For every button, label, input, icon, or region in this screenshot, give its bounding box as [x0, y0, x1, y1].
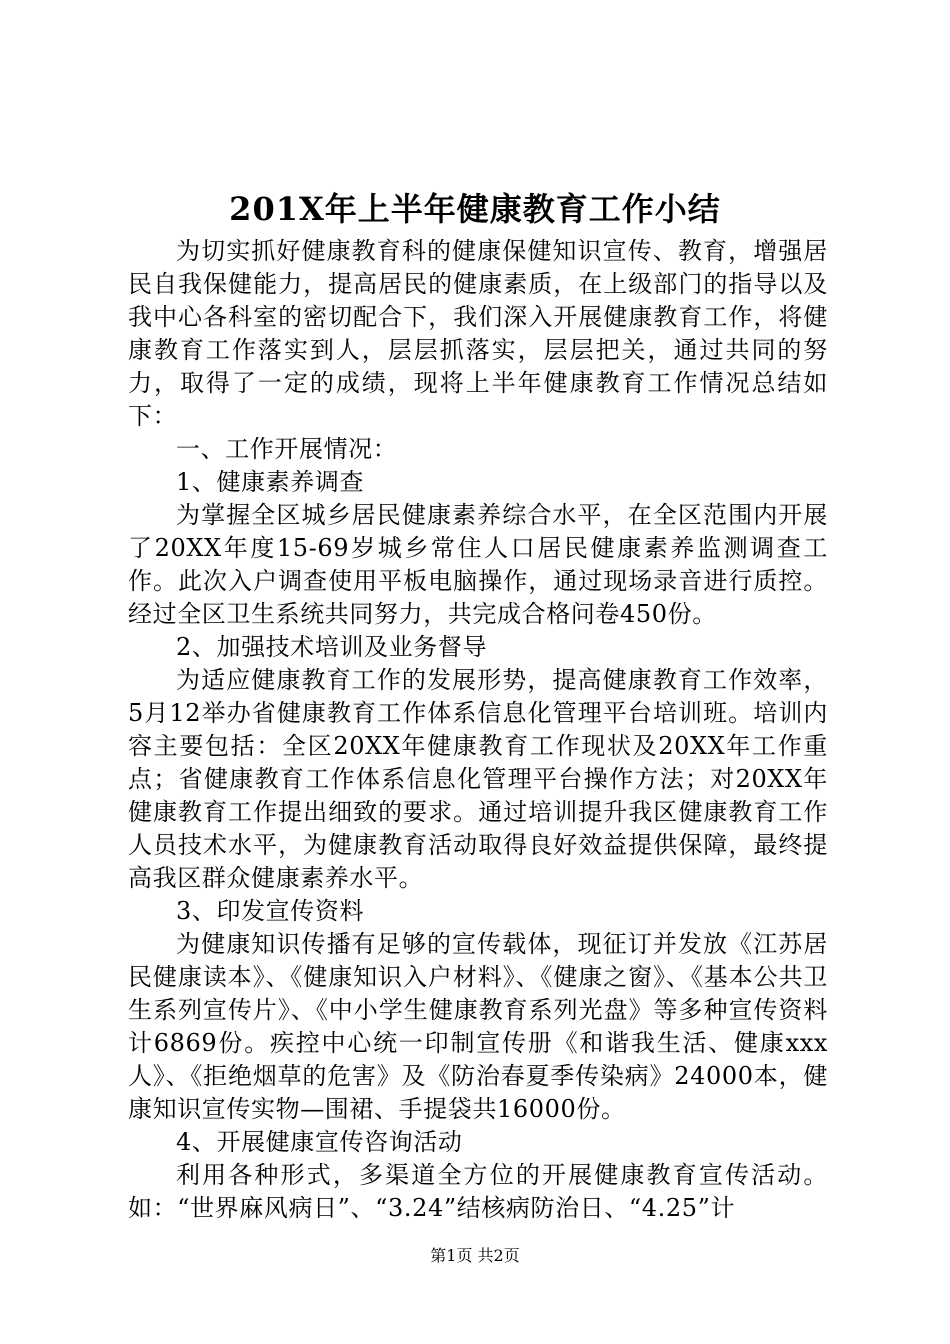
section-heading-work-status: 一、工作开展情况： [176, 435, 398, 463]
page-footer: 第1页 共2页 [430, 1246, 520, 1265]
document-title: 201X年上半年健康教育工作小结 [229, 190, 721, 228]
health-literacy-paragraph: 为掌握全区城乡居民健康素养综合水平，在全区范围内开展了20XX年度15-69岁城乡常住人口居民健康素养监测调查工作。此次入户调查使用平板电脑操作，通过现场录音进行质控。经过全区卫生系统共同努力，共完成合格问卷450份。 [128, 501, 828, 628]
subsection-heading-health-literacy: 1、健康素养调查 [176, 468, 365, 496]
intro-paragraph: 为切实抓好健康教育科的健康保健知识宣传、教育，增强居民自我保健能力，提高居民的健康素质，在上级部门的指导以及我中心各科室的密切配合下，我们深入开展健康教育工作，将健康教育工作落实到人，层层抓落实，层层把关，通过共同的努力，取得了一定的成绩，现将上半年健康教育工作情况总结如下： [128, 237, 828, 430]
subsection-heading-campaigns: 4、开展健康宣传咨询活动 [176, 1128, 463, 1156]
subsection-heading-materials: 3、印发宣传资料 [176, 897, 365, 925]
campaigns-paragraph: 利用各种形式，多渠道全方位的开展健康教育宣传活动。如：“世界麻风病日”、“3.24”结核病防治日、“4.25”计 [128, 1161, 828, 1222]
materials-paragraph: 为健康知识传播有足够的宣传载体，现征订并发放《江苏居民健康读本》、《健康知识入户材料》、《健康之窗》、《基本公共卫生系列宣传片》、《中小学生健康教育系列光盘》等多种宣传资料计6869份。疾控中心统一印制宣传册《和谐我生活、健康xxx人》、《拒绝烟草的危害》及《防治春夏季传染病》24000本，健康知识宣传实物—围裙、手提袋共16000份。 [128, 930, 828, 1123]
document-body [128, 235, 828, 1225]
training-paragraph: 为适应健康教育工作的发展形势，提高健康教育工作效率，5月12举办省健康教育工作体系信息化管理平台培训班。培训内容主要包括：全区20XX年健康教育工作现状及20XX年工作重点；省健康教育工作体系信息化管理平台操作方法；对20XX年健康教育工作提出细致的要求。通过培训提升我区健康教育工作人员技术水平，为健康教育活动取得良好效益提供保障，最终提高我区群众健康素养水平。 [128, 666, 828, 892]
subsection-heading-training: 2、加强技术培训及业务督导 [176, 633, 488, 661]
